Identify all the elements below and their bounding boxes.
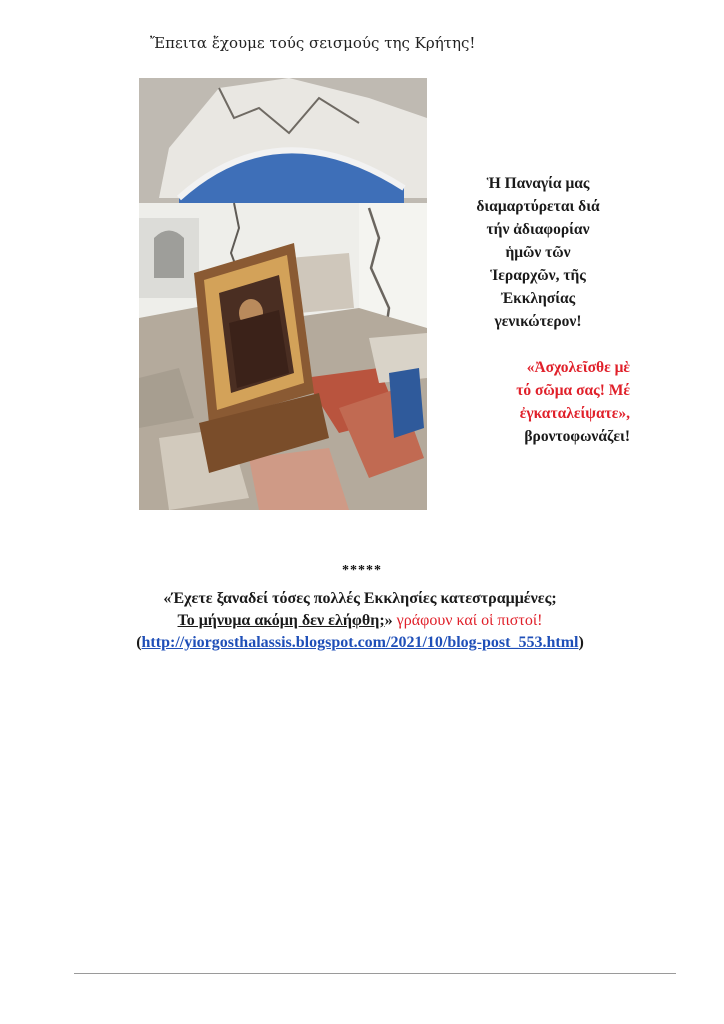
quote-line: ἐγκαταλείψατε», xyxy=(519,405,630,422)
side-commentary xyxy=(438,172,638,333)
page-footer-rule xyxy=(74,973,676,974)
virgin-quote xyxy=(450,356,630,448)
side-line: διαμαρτύρεται διά xyxy=(476,198,600,215)
open-paren: ( xyxy=(136,634,142,651)
side-line: Ἡ Παναγία μας xyxy=(486,175,590,192)
quote-line: βροντοφωνάζει! xyxy=(524,428,630,445)
section-separator: ***** xyxy=(342,563,382,578)
footer-line-1: «Έχετε ξαναδεί τόσες πολλές Εκκλησίες κατεστραμμένες; xyxy=(163,590,557,607)
quote-line: τό σῶμα σας! Μέ xyxy=(516,382,630,399)
underlined-question: Το μήνυμα ακόμη δεν ελήφθη; xyxy=(177,612,385,629)
footer-line-2 xyxy=(90,610,630,632)
page-heading: Ἔπειτα ἔχουμε τούς σεισμούς της Κρήτης! xyxy=(150,34,476,52)
quote-line: «Ἀσχολεῖσθε μὲ xyxy=(526,359,630,376)
collapsed-chapel-photo xyxy=(139,78,427,510)
side-line: Ἱεραρχῶν, τῆς xyxy=(490,267,586,284)
side-line: ἡμῶν τῶν xyxy=(505,244,571,261)
side-line: τήν ἀδιαφορίαν xyxy=(486,221,590,238)
source-link[interactable]: http://yiorgosthalassis.blogspot.com/2021/10/blog-post_553.html xyxy=(141,634,579,651)
closing-quote: » xyxy=(384,612,393,629)
footer-line-3 xyxy=(90,632,630,654)
close-paren: ) xyxy=(578,634,584,651)
side-line: γενικώτερον! xyxy=(494,313,582,330)
footer-block xyxy=(90,588,630,654)
faithful-note: γράφουν καί οἱ πιστοί! xyxy=(392,612,543,629)
side-line: Ἐκκλησίας xyxy=(500,290,576,307)
